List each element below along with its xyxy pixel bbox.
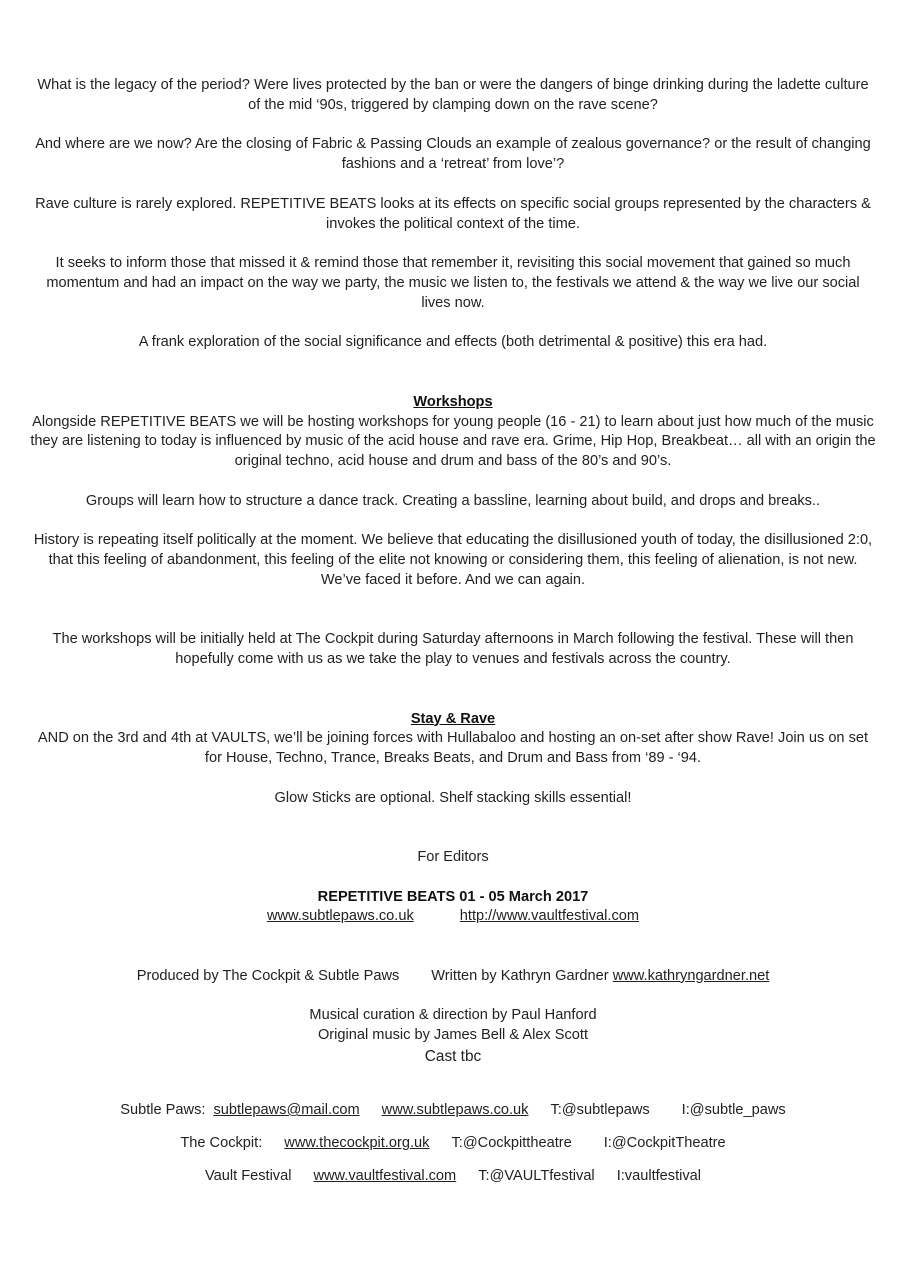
workshops-paragraph-4: The workshops will be initially held at The Cockpit during Saturday afternoons in March following the festival. These will then hopefully come with us as we take the play to venues and festivals across the country. — [52, 631, 854, 668]
workshops-paragraph-2: Groups will learn how to structure a dance track. Creating a bassline, learning about build, and drops and breaks.. — [85, 492, 821, 509]
workshops-heading: Workshops — [413, 393, 493, 410]
workshops-paragraph-3: History is repeating itself politically at the moment. We believe that educating the disillusioned youth of today, the disillusioned 2:0, that this feeling of abandonment, this feeling of the elite not knowing or considering them, this feeling of alienation, is not new. We’ve faced it before. And we can again. — [33, 532, 873, 588]
for-editors-label: For Editors — [417, 849, 489, 866]
contact-instagram: I:vaultfestival — [616, 1168, 702, 1185]
subtlepaws-link[interactable]: www.subtlepaws.co.uk — [266, 908, 414, 925]
intro-paragraph-3: Rave culture is rarely explored. REPETITIVE BEATS looks at its effects on specific social groups represented by the characters & invokes the political context of the time. — [35, 195, 871, 232]
editors-links-row — [30, 907, 876, 927]
musical-curation: Musical curation & direction by Paul Hanford — [309, 1007, 597, 1024]
contact-twitter: T:@Cockpittheatre — [451, 1135, 572, 1152]
intro-paragraph-4: It seeks to inform those that missed it & remind those that remember it, revisiting this social movement that gained so much momentum and had an impact on the way we party, the music we listen to, the festivals we attend & the way we live our social lives now. — [46, 255, 860, 311]
contact-web-link[interactable]: www.vaultfestival.com — [313, 1168, 457, 1185]
contact-row-subtle-paws — [30, 1094, 876, 1127]
contact-label: The Cockpit: — [180, 1135, 263, 1152]
intro-paragraph-2: And where are we now? Are the closing of Fabric & Passing Clouds an example of zealous governance? or the result of changing fashions and a ‘retreat’ from love’? — [35, 136, 871, 173]
contact-twitter: T:@subtlepaws — [550, 1102, 650, 1119]
contact-instagram: I:@CockpitTheatre — [603, 1135, 726, 1152]
credits-row — [30, 967, 876, 987]
stay-rave-paragraph-1: AND on the 3rd and 4th at VAULTS, we’ll be joining forces with Hullabaloo and hosting an on-set after show Rave! Join us on set for House, Techno, Trance, Breaks Beats, and Drum and Bass from ‘89 - ‘94. — [37, 730, 869, 767]
cast-info: Cast tbc — [424, 1048, 482, 1066]
stay-rave-heading: Stay & Rave — [410, 710, 496, 727]
contact-row-cockpit — [30, 1127, 876, 1160]
written-by: Written by Kathryn Gardner — [431, 967, 609, 984]
contact-web-link[interactable]: www.subtlepaws.co.uk — [381, 1102, 529, 1119]
kathryngardner-link[interactable]: www.kathryngardner.net — [612, 967, 770, 984]
contact-instagram: I:@subtle_paws — [681, 1102, 786, 1119]
stay-rave-paragraph-2: Glow Sticks are optional. Shelf stacking skills essential! — [274, 789, 632, 806]
original-music: Original music by James Bell & Alex Scott — [317, 1027, 589, 1044]
intro-paragraph-5: A frank exploration of the social significance and effects (both detrimental & positive) this era had. — [138, 334, 768, 351]
intro-paragraph-1: What is the legacy of the period? Were lives protected by the ban or were the dangers of binge drinking during the ladette culture of the mid ‘90s, triggered by clamping down on the rave scene? — [37, 77, 869, 113]
workshops-paragraph-1: Alongside REPETITIVE BEATS we will be hosting workshops for young people (16 - 21) to learn about just how much of the music they are listening to today is influenced by music of the acid house and rave era. Grime, Hip Hop, Breakbeat… all with an origin the original techno, acid house and drum and bass of the 80’s and 90’s. — [30, 413, 876, 470]
contact-label: Subtle Paws: — [120, 1102, 206, 1119]
show-title: REPETITIVE BEATS 01 - 05 March 2017 — [317, 888, 589, 905]
contact-row-vault-festival — [30, 1160, 876, 1193]
contact-twitter: T:@VAULTfestival — [478, 1168, 595, 1185]
document-page — [30, 76, 876, 1193]
contact-label: Vault Festival — [204, 1168, 292, 1185]
contact-email-link[interactable]: subtlepaws@mail.com — [213, 1102, 360, 1119]
produced-by: Produced by The Cockpit & Subtle Paws — [136, 967, 400, 984]
contact-web-link[interactable]: www.thecockpit.org.uk — [284, 1135, 430, 1152]
vaultfestival-link[interactable]: http://www.vaultfestival.com — [459, 908, 640, 925]
